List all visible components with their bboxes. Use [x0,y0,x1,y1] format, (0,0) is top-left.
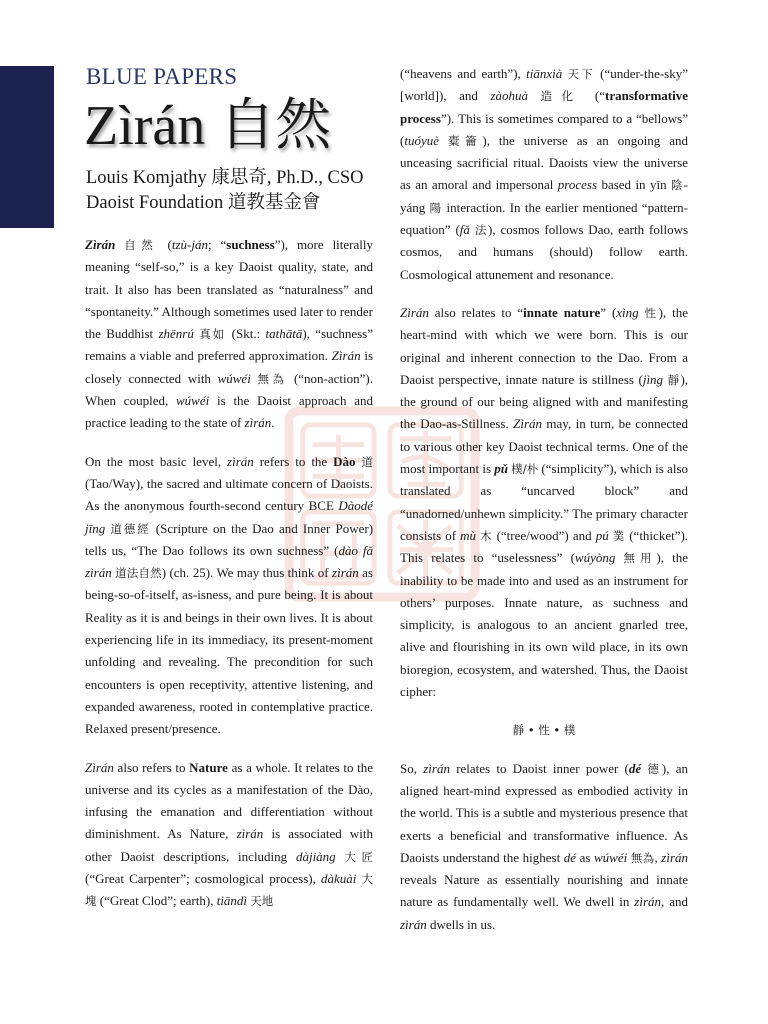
paragraph-nature-continued: (“heavens and earth”), tiānxià 天下 (“under-the-sky” [world]), and zàohuà 造化 (“transformative process”). This is sometimes compared to a “bellows” (tuóyuè 橐籥), the universe as an ongoing and unceasing sacrificial ritual. Daoists view the universe as an amoral and impersonal process based in yīn 陰-yáng 陽 interaction. In the earlier mentioned “pattern-equation” (fǎ 法), cosmos follows Dao, earth follows cosmos, and humans (should) follow earth. Cosmological attunement and resonance. [400,66,689,282]
paragraph-inner-power: So, zìrán relates to Daoist inner power (dé 德), an aligned heart-mind expressed as embodied activity in the world. This is a subtle and mysterious presence that exerts a beneficial and transformative influence. As Daoists understand the highest dé as wúwéi 無為, zìrán reveals Nature as essentially nourishing and innate nature as fundamentally well. We dwell in zìrán, and zìrán dwells in us. [400,760,689,932]
paragraph-definition: Zìrán 自然 (tzù-ján; “suchness”), more literally meaning “self-so,” is a key Daoist quality, state, and trait. It also has been translated as “naturalness” and “spontaneity.” Although sometimes used later to render the Buddhist zhēnrú 真如 (Skt.: tathātā), “suchness” remains a viable and preferred approximation. Zìrán is closely connected with wúwéi 無為 (“non-action”). When coupled, wúwéi is the Daoist approach and practice leading to the state of zìrán. [85,237,374,431]
accent-side-bar [0,66,54,228]
paragraph-innate-nature: Zìrán also relates to “innate nature” (xìng 性), the heart-mind with which we were born. This is our original and inherent connection to the Dao. From a Daoist perspective, innate nature is stillness (jìng 靜), the ground of our being aligned with and manifesting the Dao-as-Stillness. Zìrán may, in turn, be connected to various other key Daoist technical terms. One of the most important is pǔ 樸/朴 (“simplicity”), which is also translated as “uncarved block” and “unadorned/unhewn simplicity.” The primary character consists of mù 木 (“tree/wood”) and pú 菐 (“thicket”). This relates to “uselessness” (wúyòng 無用), the inability to be made into and used as an instrument for others’ purposes. Innate nature, as suchness and simplicity, is analogous to an ancient gnarled tree, alive and flourishing in its own wild place, in its own bioregion, ecosystem, and watershed. Thus, the Daoist cipher: [400,304,689,700]
paragraph-dao: On the most basic level, zìrán refers to the Dào 道 (Tao/Way), the sacred and ultimate concern of Daoists. As the anonymous fourth-second century BCE Dàodé jīng 道德經 (Scripture on the Dao and Inner Power) tells us, “The Dao follows its own suchness” (dào fǎ zìrán 道法自然) (ch. 25). We may thus think of zìrán as being-so-of-itself, as-isness, and pure being. It is about Reality as it is and beings in their own lives. It is about experiencing life in its immediacy, its present-moment unfolding and revealing. The precondition for such encounters is open receptivity, attentive listening, and expanded awareness, rooted in contemplative practice. Relaxed present/presence. [85,453,374,737]
series-title: BLUE PAPERS [86,64,238,89]
left-column [85,234,373,929]
right-column [400,63,688,952]
author-name: Louis Komjathy 康思奇, Ph.D., CSO [86,168,364,188]
author-affiliation: Daoist Foundation 道教基金會 [86,193,321,213]
page-title: Zìrán 自然 [84,95,332,157]
daoist-cipher: 靜 • 性 • 樸 [512,723,576,738]
paragraph-nature: Zìrán also refers to Nature as a whole. It relates to the universe and its cycles as a manifestation of the Dào, infusing the emanation and differentiation without diminishment. As Nature, zìrán is associated with other Daoist descriptions, including dàjiàng 大匠 (“Great Carpenter”; cosmological process), dàkuài 大塊 (“Great Clod”; earth), tiāndì 天地 [85,759,373,909]
author-block [86,166,364,216]
